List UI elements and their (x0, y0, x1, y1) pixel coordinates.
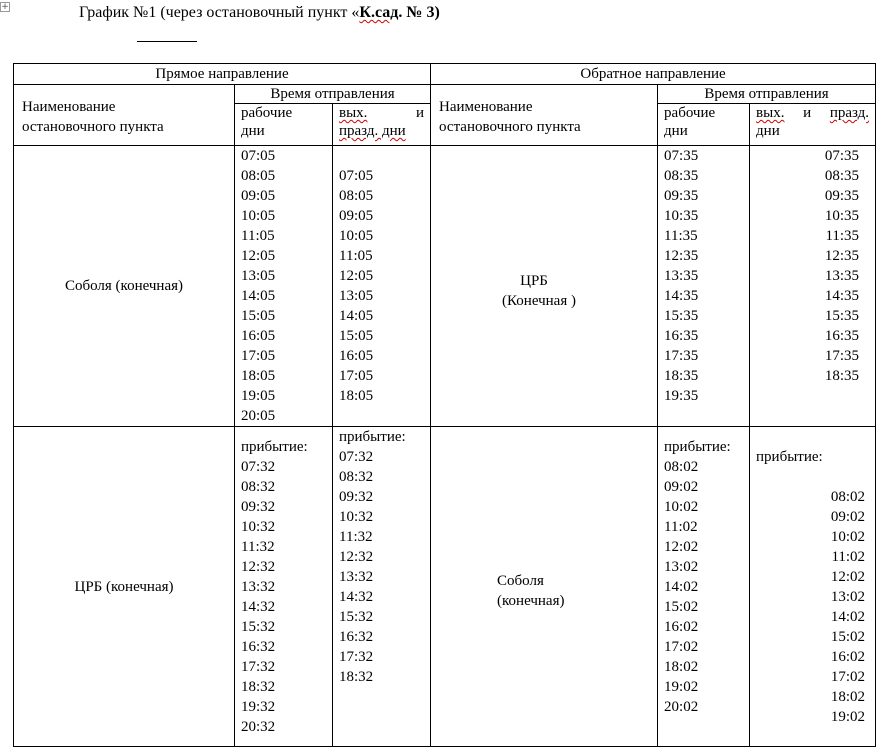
time-entry: 12:05 (241, 248, 276, 264)
time-entry: 11:02 (831, 549, 866, 565)
time-entry: 09:05 (241, 188, 276, 204)
stop-name-line2: (Конечная ) (502, 293, 576, 309)
weekdays-line1: рабочие (664, 105, 716, 121)
time-entry: 12:02 (664, 539, 699, 555)
direct-weekday-times (235, 146, 333, 427)
time-entry: 12:32 (241, 559, 276, 575)
time-entry: 18:35 (664, 368, 699, 384)
arrival-label: прибытие: (756, 449, 823, 465)
time-entry: 09:05 (339, 208, 374, 224)
time-entry: 17:32 (241, 659, 276, 675)
time-entry: 13:05 (241, 268, 276, 284)
time-entry: 17:35 (664, 348, 699, 364)
time-entry: 11:02 (664, 519, 698, 535)
time-entry: 07:32 (339, 449, 374, 465)
time-entry: 10:35 (824, 208, 860, 224)
time-entry: 17:32 (339, 649, 374, 665)
time-entry: 08:35 (664, 168, 699, 184)
time-entry: 08:02 (830, 489, 866, 505)
table-move-handle-icon[interactable]: + (1, 2, 9, 12)
time-entry: 10:05 (241, 208, 276, 224)
time-entry: 18:32 (241, 679, 276, 695)
time-entry: 15:35 (664, 308, 699, 324)
time-entry: 20:32 (241, 719, 276, 735)
time-entry: 12:02 (830, 569, 866, 585)
reverse-weekday-times (658, 146, 750, 427)
weekdays-line2: дни (241, 123, 265, 139)
reverse-stop-cell (431, 146, 658, 427)
time-entry: 09:02 (664, 479, 699, 495)
title-prefix: График №1 (через остановочный пункт « (79, 4, 360, 21)
time-entry: 19:35 (664, 388, 699, 404)
time-entry: 07:35 (664, 148, 699, 164)
time-entry: 11:35 (664, 228, 698, 244)
time-entry: 11:32 (241, 539, 275, 555)
time-entry: 18:05 (339, 388, 374, 404)
time-entry: 14:02 (830, 609, 866, 625)
time-entry: 17:02 (830, 669, 866, 685)
time-entry: 16:02 (830, 649, 866, 665)
time-entry: 15:05 (241, 308, 276, 324)
time-entry: 16:35 (664, 328, 699, 344)
title-bold-rest: . № 3) (398, 4, 440, 21)
time-entry: 17:02 (664, 639, 699, 655)
direct-direction-header: Прямое направление (14, 64, 431, 85)
direct-weekday-times (235, 427, 333, 747)
time-entry: 16:05 (339, 348, 374, 364)
time-entry: 17:05 (339, 368, 374, 384)
time-entry: 15:32 (241, 619, 276, 635)
time-entry: 08:32 (339, 469, 374, 485)
weekdays-line2: дни (664, 123, 688, 139)
time-entry: 09:32 (241, 499, 276, 515)
reverse-direction-header: Обратное направление (431, 64, 876, 85)
time-entry: 16:35 (824, 328, 860, 344)
time-entry: 07:05 (241, 148, 276, 164)
reverse-weekday-times (658, 427, 750, 747)
time-entry: 07:32 (241, 459, 276, 475)
time-entry: 18:05 (241, 368, 276, 384)
time-entry: 13:32 (241, 579, 276, 595)
time-entry: 10:32 (339, 509, 374, 525)
stop-name-line1: Соболя (497, 572, 544, 589)
reverse-weekend-times (750, 427, 876, 747)
time-entry: 13:32 (339, 569, 374, 585)
time-entry: 14:32 (339, 589, 374, 605)
time-entry: 19:02 (664, 679, 699, 695)
schedule-table (13, 63, 876, 747)
time-entry: 17:05 (241, 348, 276, 364)
time-entry: 13:02 (830, 589, 866, 605)
time-entry: 19:02 (830, 709, 866, 725)
stop-name-line1: ЦРБ (520, 273, 548, 289)
time-entry: 16:02 (664, 619, 699, 635)
weekdays-line1: рабочие (241, 105, 293, 121)
time-entry: 10:02 (664, 499, 699, 515)
reverse-stop-column-header (431, 85, 658, 146)
direct-weekend-header (333, 104, 431, 146)
stop-col-line1: Наименование (22, 99, 116, 115)
direct-stop-column-header (14, 85, 235, 146)
time-entry: 15:32 (339, 609, 374, 625)
stop-name-line2: (конечная) (497, 592, 565, 609)
time-entry: 13:35 (664, 268, 699, 284)
time-entry: 11:35 (825, 228, 860, 244)
time-entry: 08:05 (241, 168, 276, 184)
stop-col-line2: остановочного пункта (439, 119, 581, 135)
time-entry: 08:02 (664, 459, 699, 475)
direct-weekdays-header (235, 104, 333, 146)
time-entry: 13:35 (824, 268, 860, 284)
time-entry: 11:05 (241, 228, 275, 244)
time-entry: 12:35 (824, 248, 860, 264)
time-entry: 18:32 (339, 669, 374, 685)
time-entry: 12:35 (664, 248, 699, 264)
stop-col-line2: остановочного пункта (22, 119, 164, 135)
weekend-line2: празд. дни (339, 123, 406, 139)
title-bold-word: К.сад (359, 4, 399, 21)
stop-name: ЦРБ (конечная) (74, 578, 174, 595)
time-entry: 10:02 (830, 529, 866, 545)
r-weekend-word1: вых. (756, 105, 785, 121)
time-entry: 09:32 (339, 489, 374, 505)
time-entry: 08:32 (241, 479, 276, 495)
time-entry: 10:35 (664, 208, 699, 224)
time-entry: 14:35 (824, 288, 860, 304)
reverse-weekdays-header (658, 104, 750, 146)
time-entry: 15:02 (664, 599, 699, 615)
time-entry: 07:05 (339, 168, 374, 184)
time-entry: 16:32 (339, 629, 374, 645)
time-entry: 16:32 (241, 639, 276, 655)
time-entry: 16:05 (241, 328, 276, 344)
time-entry: 08:35 (824, 168, 860, 184)
time-entry: 10:05 (339, 228, 374, 244)
direct-stop-cell (14, 427, 235, 747)
time-entry: 14:05 (241, 288, 276, 304)
time-entry: 10:32 (241, 519, 276, 535)
time-entry: 15:02 (830, 629, 866, 645)
time-entry: 09:02 (830, 509, 866, 525)
direct-stop-cell (14, 146, 235, 427)
time-entry: 20:05 (241, 408, 276, 424)
time-entry: 14:35 (664, 288, 699, 304)
arrival-label: прибытие: (664, 439, 731, 455)
r-weekend-line2: дни (756, 123, 780, 139)
direct-departure-header: Время отправления (235, 85, 431, 104)
weekend-word1: вых. (339, 105, 368, 121)
time-entry: 15:35 (824, 308, 860, 324)
weekend-word2: и (416, 105, 425, 121)
direct-weekend-times (333, 427, 431, 747)
time-entry: 18:35 (824, 368, 860, 384)
time-entry: 09:35 (664, 188, 699, 204)
time-entry: 14:32 (241, 599, 276, 615)
arrival-label: прибытие: (339, 429, 406, 445)
time-entry: 15:05 (339, 328, 374, 344)
time-entry: 13:02 (664, 559, 699, 575)
reverse-departure-header: Время отправления (658, 85, 876, 104)
reverse-stop-cell (431, 427, 658, 747)
stop-col-line1: Наименование (439, 99, 533, 115)
time-entry: 11:05 (339, 248, 373, 264)
time-entry: 20:02 (664, 699, 699, 715)
reverse-weekend-times (750, 146, 876, 427)
page-title (79, 4, 440, 22)
title-underline-rule (137, 41, 197, 42)
reverse-weekend-header (750, 104, 876, 146)
time-entry: 14:05 (339, 308, 374, 324)
time-entry: 07:35 (824, 148, 860, 164)
time-entry: 13:05 (339, 288, 374, 304)
time-entry: 17:35 (824, 348, 860, 364)
r-weekend-word2: и (803, 105, 812, 121)
time-entry: 18:02 (830, 689, 866, 705)
time-entry: 14:02 (664, 579, 699, 595)
time-entry: 12:05 (339, 268, 374, 284)
time-entry: 19:32 (241, 699, 276, 715)
time-entry: 11:32 (339, 529, 373, 545)
time-entry: 18:02 (664, 659, 699, 675)
time-entry: 09:35 (824, 188, 860, 204)
arrival-label: прибытие: (241, 439, 308, 455)
time-entry: 12:32 (339, 549, 374, 565)
direct-weekend-times (333, 146, 431, 427)
time-entry: 08:05 (339, 188, 374, 204)
r-weekend-word3: празд. (829, 105, 870, 121)
stop-name: Соболя (конечная) (64, 278, 184, 294)
time-entry: 19:05 (241, 388, 276, 404)
